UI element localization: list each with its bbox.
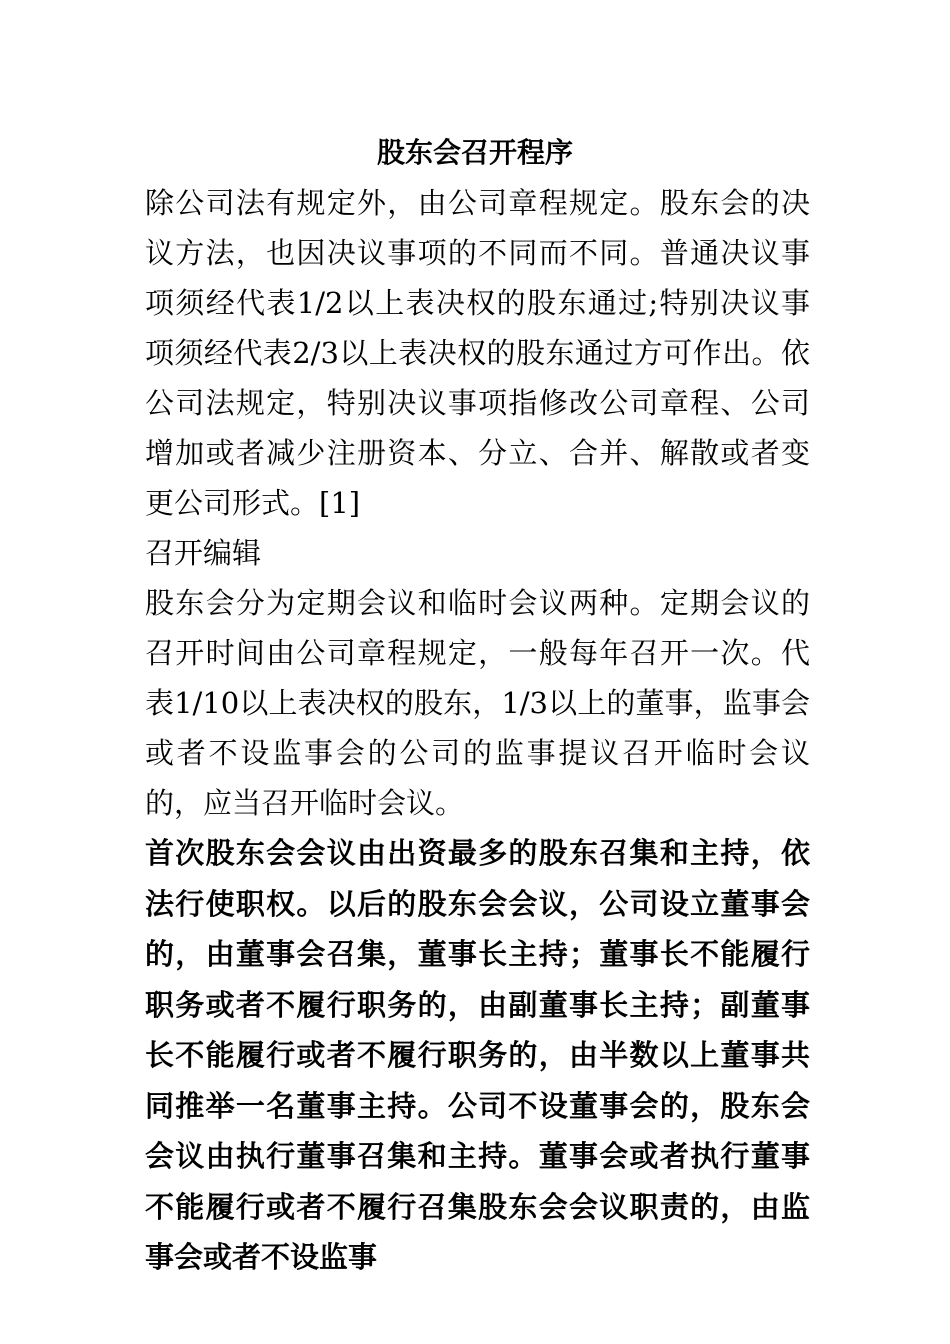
paragraph-convening-and-chairing: 首次股东会会议由出资最多的股东召集和主持，依法行使职权。以后的股东会会议，公司设立董事会的，由董事会召集，董事长主持；董事长不能履行职务或者不履行职务的，由副董事长主持；副董事长不能履行或者不履行职务的，由半数以上董事共同推举一名董事主持。公司不设董事会的，股东会会议由执行董事召集和主持。董事会或者执行董事不能履行或者不履行召集股东会会议职责的，由监事会或者不设监事 [145, 836, 810, 1274]
document-body [145, 178, 810, 1283]
paragraph-resolution-methods: 除公司法有规定外，由公司章程规定。股东会的决议方法，也因决议事项的不同而不同。普通决议事项须经代表1/2以上表决权的股东通过;特别决议事项须经代表2/3以上表决权的股东通过方可作出。依公司法规定，特别决议事项指修改公司章程、公司增加或者减少注册资本、分立、合并、解散或者变更公司形式。[1] [145, 186, 810, 520]
section-heading-convening: 召开编辑 [145, 536, 262, 570]
paragraph-meeting-types: 股东会分为定期会议和临时会议两种。定期会议的召开时间由公司章程规定，一般每年召开一次。代表1/10以上表决权的股东，1/3以上的董事，监事会或者不设监事会的公司的监事提议召开临时会议的，应当召开临时会议。 [145, 586, 810, 820]
document-title: 股东会召开程序 [376, 136, 573, 169]
